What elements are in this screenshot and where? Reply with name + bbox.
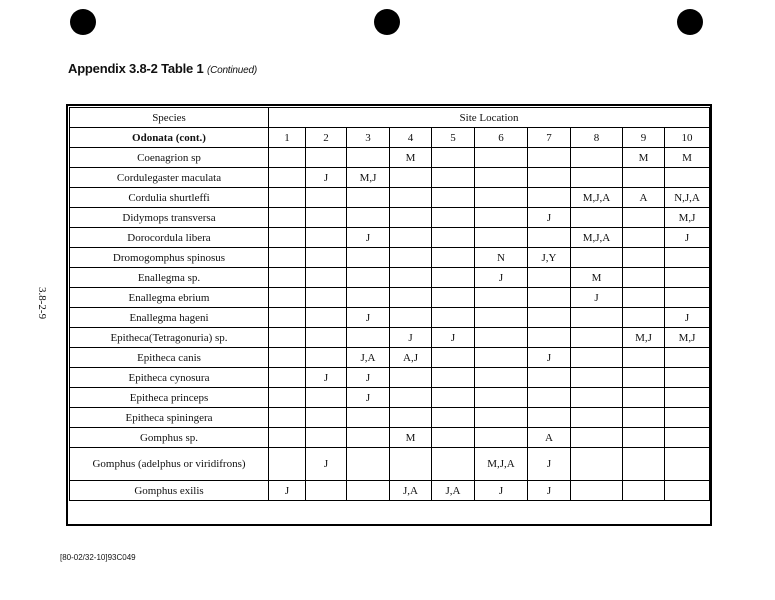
site-cell <box>432 148 475 168</box>
site-cell <box>623 348 665 368</box>
site-cell <box>571 428 623 448</box>
site-cell <box>623 428 665 448</box>
site-cell <box>432 408 475 428</box>
site-cell <box>306 288 347 308</box>
punch-hole-left <box>70 9 96 35</box>
site-cell <box>306 228 347 248</box>
site-cell <box>665 348 710 368</box>
title-main: Appendix 3.8-2 Table 1 <box>68 61 204 76</box>
site-cell <box>269 348 306 368</box>
site-cell <box>269 288 306 308</box>
site-cell <box>390 228 432 248</box>
site-cell <box>528 148 571 168</box>
site-cell <box>475 368 528 388</box>
site-cell <box>623 168 665 188</box>
site-cell: M <box>390 428 432 448</box>
table-row <box>70 148 710 168</box>
site-cell <box>665 408 710 428</box>
site-cell <box>528 268 571 288</box>
title-sub: (Continued) <box>206 65 257 76</box>
species-name: Epitheca princeps <box>70 388 269 408</box>
site-cell <box>432 308 475 328</box>
table-row <box>70 288 710 308</box>
site-number-row <box>70 128 710 148</box>
site-cell: J,A <box>432 481 475 501</box>
site-cell: J,A <box>390 481 432 501</box>
site-cell <box>269 188 306 208</box>
site-cell <box>623 308 665 328</box>
page-title <box>68 61 257 76</box>
species-header: Species <box>70 108 269 128</box>
site-cell <box>347 208 390 228</box>
site-cell: J <box>432 328 475 348</box>
site-cell: M,J,A <box>571 228 623 248</box>
site-cell <box>571 328 623 348</box>
site-cell <box>390 448 432 481</box>
site-cell <box>390 248 432 268</box>
species-name: Enallegma ebrium <box>70 288 269 308</box>
site-cell <box>432 248 475 268</box>
site-cell <box>306 408 347 428</box>
site-cell <box>306 148 347 168</box>
site-cell <box>390 268 432 288</box>
site-cell <box>269 168 306 188</box>
site-cell <box>432 428 475 448</box>
site-cell <box>390 408 432 428</box>
species-name: Gomphus exilis <box>70 481 269 501</box>
site-cell: J <box>390 328 432 348</box>
site-cell <box>347 328 390 348</box>
site-cell <box>269 208 306 228</box>
site-location-header: Site Location <box>269 108 710 128</box>
site-cell <box>475 148 528 168</box>
site-cell <box>347 288 390 308</box>
species-name: Epitheca(Tetragonuria) sp. <box>70 328 269 348</box>
site-cell <box>432 448 475 481</box>
table-row <box>70 448 710 481</box>
site-cell <box>623 368 665 388</box>
site-cell: M,J,A <box>571 188 623 208</box>
site-cell <box>432 288 475 308</box>
site-cell: N <box>475 248 528 268</box>
site-cell <box>475 168 528 188</box>
site-number-1: 1 <box>269 128 306 148</box>
site-cell: J,Y <box>528 248 571 268</box>
site-cell <box>306 208 347 228</box>
site-cell <box>347 481 390 501</box>
site-cell <box>475 228 528 248</box>
site-cell: J <box>306 448 347 481</box>
site-cell <box>475 348 528 368</box>
site-cell: J <box>665 228 710 248</box>
site-cell <box>571 208 623 228</box>
table-row <box>70 328 710 348</box>
table-row <box>70 348 710 368</box>
site-cell <box>432 268 475 288</box>
site-cell: M <box>665 148 710 168</box>
table-row <box>70 308 710 328</box>
table-row <box>70 408 710 428</box>
site-cell <box>475 188 528 208</box>
site-cell <box>571 448 623 481</box>
site-cell <box>665 288 710 308</box>
site-cell <box>306 188 347 208</box>
site-number-7: 7 <box>528 128 571 148</box>
table-row <box>70 368 710 388</box>
site-cell: M,J <box>665 208 710 228</box>
site-cell <box>528 388 571 408</box>
site-cell: J <box>347 368 390 388</box>
species-name: Epitheca canis <box>70 348 269 368</box>
species-name: Cordulegaster maculata <box>70 168 269 188</box>
species-table <box>69 107 710 501</box>
side-page-code: 3.8-2-9 <box>36 287 48 320</box>
table-row <box>70 188 710 208</box>
site-cell <box>347 408 390 428</box>
site-cell <box>269 148 306 168</box>
site-cell <box>269 408 306 428</box>
site-cell <box>432 368 475 388</box>
site-cell <box>306 308 347 328</box>
site-cell <box>665 481 710 501</box>
site-cell: J <box>528 208 571 228</box>
site-cell <box>665 168 710 188</box>
site-cell <box>390 188 432 208</box>
site-cell <box>347 268 390 288</box>
site-cell <box>475 208 528 228</box>
site-number-9: 9 <box>623 128 665 148</box>
site-cell <box>528 228 571 248</box>
site-cell <box>432 168 475 188</box>
site-cell <box>306 268 347 288</box>
site-cell <box>528 328 571 348</box>
site-cell <box>269 368 306 388</box>
species-name: Dromogomphus spinosus <box>70 248 269 268</box>
site-cell <box>623 448 665 481</box>
site-cell <box>623 481 665 501</box>
site-cell <box>623 208 665 228</box>
site-cell: A <box>623 188 665 208</box>
site-cell <box>306 348 347 368</box>
site-cell <box>623 248 665 268</box>
species-name: Didymops transversa <box>70 208 269 228</box>
group-label: Odonata (cont.) <box>70 128 269 148</box>
site-cell <box>665 448 710 481</box>
site-cell <box>432 348 475 368</box>
site-cell: M <box>571 268 623 288</box>
site-cell: M <box>623 148 665 168</box>
site-cell: A,J <box>390 348 432 368</box>
site-cell <box>623 268 665 288</box>
site-cell <box>432 188 475 208</box>
site-cell <box>665 268 710 288</box>
punch-hole-center <box>374 9 400 35</box>
site-number-4: 4 <box>390 128 432 148</box>
site-cell <box>269 308 306 328</box>
site-cell <box>269 428 306 448</box>
site-cell: J,A <box>347 348 390 368</box>
site-cell: J <box>475 481 528 501</box>
site-cell <box>390 168 432 188</box>
site-cell <box>390 208 432 228</box>
site-cell <box>269 228 306 248</box>
species-name: Cordulia shurtleffi <box>70 188 269 208</box>
site-cell <box>665 388 710 408</box>
site-cell <box>390 388 432 408</box>
site-cell <box>528 408 571 428</box>
site-cell <box>571 388 623 408</box>
species-name: Coenagrion sp <box>70 148 269 168</box>
site-cell <box>475 288 528 308</box>
site-cell <box>269 268 306 288</box>
site-cell: J <box>306 368 347 388</box>
site-cell <box>528 308 571 328</box>
site-cell <box>306 248 347 268</box>
header-row <box>70 108 710 128</box>
site-cell <box>571 248 623 268</box>
site-cell <box>528 288 571 308</box>
site-cell <box>571 408 623 428</box>
site-cell <box>528 188 571 208</box>
site-cell <box>306 481 347 501</box>
site-cell <box>432 388 475 408</box>
site-number-3: 3 <box>347 128 390 148</box>
site-cell <box>390 368 432 388</box>
site-cell <box>571 368 623 388</box>
table-row <box>70 228 710 248</box>
site-number-6: 6 <box>475 128 528 148</box>
site-cell <box>347 188 390 208</box>
species-name: Gomphus (adelphus or viridifrons) <box>70 448 269 481</box>
site-cell <box>432 228 475 248</box>
site-cell: N,J,A <box>665 188 710 208</box>
site-number-5: 5 <box>432 128 475 148</box>
site-cell: M,J,A <box>475 448 528 481</box>
table-row <box>70 248 710 268</box>
table-row <box>70 428 710 448</box>
site-cell: J <box>528 481 571 501</box>
site-cell <box>306 328 347 348</box>
site-cell: A <box>528 428 571 448</box>
species-name: Epitheca cynosura <box>70 368 269 388</box>
site-cell <box>623 408 665 428</box>
site-cell <box>528 168 571 188</box>
table-row <box>70 388 710 408</box>
site-cell <box>347 248 390 268</box>
site-cell <box>347 448 390 481</box>
site-cell <box>347 148 390 168</box>
site-cell <box>347 428 390 448</box>
site-cell <box>390 308 432 328</box>
site-cell <box>390 288 432 308</box>
site-cell <box>665 428 710 448</box>
site-cell <box>623 288 665 308</box>
species-name: Dorocordula libera <box>70 228 269 248</box>
footer-code: [80-02/32-10]93C049 <box>60 553 136 562</box>
site-cell: J <box>475 268 528 288</box>
site-cell <box>475 388 528 408</box>
site-cell: M,J <box>665 328 710 348</box>
site-cell <box>571 481 623 501</box>
site-cell: M <box>390 148 432 168</box>
site-cell <box>269 448 306 481</box>
site-number-8: 8 <box>571 128 623 148</box>
table-row <box>70 208 710 228</box>
species-name: Gomphus sp. <box>70 428 269 448</box>
site-cell <box>571 148 623 168</box>
site-number-10: 10 <box>665 128 710 148</box>
site-cell <box>306 388 347 408</box>
site-cell: J <box>528 348 571 368</box>
site-cell: J <box>306 168 347 188</box>
site-cell: J <box>347 388 390 408</box>
punch-hole-right <box>677 9 703 35</box>
species-name: Enallegma hageni <box>70 308 269 328</box>
site-cell: J <box>528 448 571 481</box>
species-name: Epitheca spiningera <box>70 408 269 428</box>
site-cell: J <box>269 481 306 501</box>
site-cell <box>665 368 710 388</box>
site-cell <box>306 428 347 448</box>
table-row <box>70 481 710 501</box>
site-cell <box>623 228 665 248</box>
site-cell <box>269 248 306 268</box>
site-cell <box>269 388 306 408</box>
site-cell: J <box>347 308 390 328</box>
site-cell <box>623 388 665 408</box>
site-cell <box>528 368 571 388</box>
site-cell <box>665 248 710 268</box>
site-cell: J <box>571 288 623 308</box>
site-cell: M,J <box>623 328 665 348</box>
site-cell <box>475 308 528 328</box>
table-row <box>70 268 710 288</box>
site-cell <box>475 408 528 428</box>
site-cell: J <box>665 308 710 328</box>
site-cell <box>571 308 623 328</box>
site-cell <box>571 168 623 188</box>
site-cell <box>432 208 475 228</box>
site-cell <box>269 328 306 348</box>
table-row <box>70 168 710 188</box>
site-cell: J <box>347 228 390 248</box>
species-name: Enallegma sp. <box>70 268 269 288</box>
site-cell <box>475 328 528 348</box>
site-cell <box>475 428 528 448</box>
site-cell <box>571 348 623 368</box>
site-number-2: 2 <box>306 128 347 148</box>
site-cell: M,J <box>347 168 390 188</box>
